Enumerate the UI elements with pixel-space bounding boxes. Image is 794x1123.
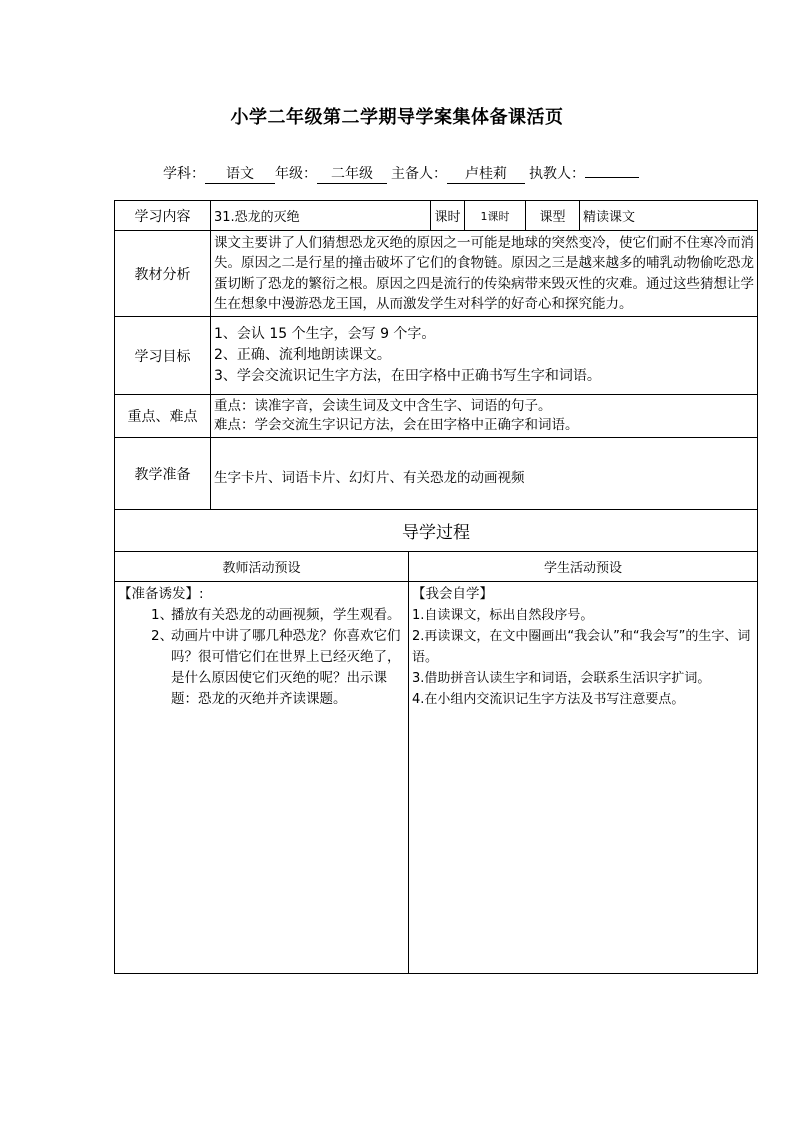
process-title: 导学过程 (115, 510, 758, 552)
table-row (115, 510, 758, 552)
teacher-value (585, 160, 639, 178)
keypoint-item: 难点：学会交流生字识记方法，会在田字格中正确字和词语。 (214, 417, 579, 433)
keypoints-label: 重点、难点 (115, 395, 211, 438)
table-row (115, 395, 758, 438)
grade-value: 二年级 (317, 166, 387, 184)
objective-item: 1、会认 15 个生字，会写 9 个字。 (214, 326, 436, 342)
subject-label: 学科： (163, 166, 205, 182)
objective-item: 2、正确、流利地朗读课文。 (214, 347, 391, 363)
prep-label: 教学准备 (115, 438, 211, 510)
content-label: 学习内容 (115, 201, 211, 231)
list-item: 1、 播放有关恐龙的动画视频，学生观看。 (151, 607, 401, 623)
keypoints-cell (211, 395, 758, 438)
teacher-label: 执教人： (529, 166, 585, 182)
list-item: 2、 动画片中讲了哪几种恐龙？你喜欢它们吗？很可惜它们在世界上已经灭绝了，是什么原因使它们灭绝的呢？出示课题：恐龙的灭绝并齐读课题。 (151, 628, 401, 707)
keypoint-item: 重点：读准字音，会读生词及文中含生字、词语的句子。 (214, 398, 552, 414)
list-item: 4.在小组内交流识记生字方法及书写注意要点。 (412, 692, 685, 707)
preparer-label: 主备人： (391, 166, 447, 182)
objectives-cell (211, 317, 758, 395)
objectives-label: 学习目标 (115, 317, 211, 395)
teacher-activity-list (118, 605, 405, 710)
prep-value: 生字卡片、词语卡片、幻灯片、有关恐龙的动画视频 (211, 438, 758, 510)
grade-label: 年级： (275, 166, 317, 182)
page-title: 小学二年级第二学期导学案集体备课活页 (230, 107, 564, 128)
list-item: 1.自读课文，标出自然段序号。 (412, 608, 594, 623)
table-row (115, 317, 758, 395)
table-row (115, 201, 758, 231)
student-activity-header: 学生活动预设 (409, 552, 758, 582)
type-label: 课型 (526, 201, 580, 231)
table-row (115, 438, 758, 510)
header-meta (163, 160, 639, 184)
table-row (115, 231, 758, 317)
period-value: 1课时 (465, 201, 526, 231)
preparer-value: 卢桂莉 (447, 166, 525, 184)
subject-value: 语文 (205, 166, 275, 184)
list-item: 3.借助拼音认读生字和词语，会联系生活识字扩词。 (412, 671, 711, 686)
teacher-section-title: 【准备诱发】: (118, 586, 204, 602)
period-label: 课时 (431, 201, 465, 231)
teacher-activity-cell (115, 582, 409, 974)
table-row (115, 582, 758, 974)
student-activity-cell (409, 582, 758, 974)
analysis-value: 课文主要讲了人们猜想恐龙灭绝的原因之一可能是地球的突然变冷，使它们耐不住寒冷而消失。原因之二是行星的撞击破坏了它们的食物链。原因之三是越来越多的哺乳动物偷吃恐龙蛋切断了恐龙的繁衍之根。原因之四是流行的传染病带来毁灭性的灾难。通过这些猜想让学生在想象中漫游恐龙王国，从而激发学生对科学的好奇心和探究能力。 (211, 231, 758, 317)
content-value: 31.恐龙的灭绝 (211, 201, 431, 231)
lesson-plan-table (114, 200, 758, 974)
type-value: 精读课文 (580, 201, 758, 231)
objective-item: 3、学会交流识记生字方法，在田字格中正确书写生字和词语。 (214, 368, 601, 384)
student-section-title: 【我会自学】 (412, 586, 493, 602)
teacher-activity-header: 教师活动预设 (115, 552, 409, 582)
table-row (115, 552, 758, 582)
analysis-label: 教材分析 (115, 231, 211, 317)
list-item: 2.再读课文，在文中圈画出“我会认”和“我会写”的生字、词语。 (412, 629, 751, 665)
